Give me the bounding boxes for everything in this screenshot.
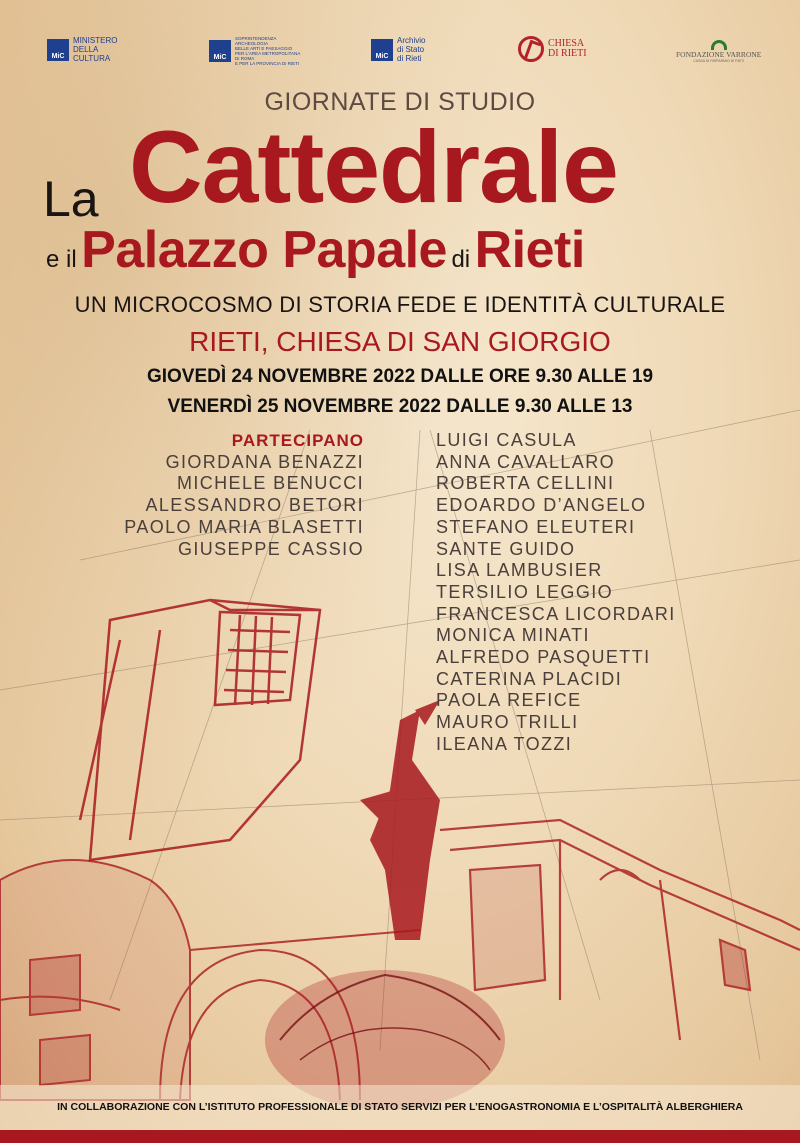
varrone-arch-icon: [711, 40, 727, 50]
participant-name: SANTE GUIDO: [436, 538, 576, 559]
title-e-il: e il: [46, 246, 77, 273]
archivio-label: Archivio di Stato di Rieti: [397, 36, 426, 63]
chiesa-di-rieti-logo: [518, 36, 587, 62]
participants-heading: PARTECIPANO: [231, 431, 364, 450]
participant-name: CATERINA PLACIDI: [436, 668, 623, 689]
participant-name: ROBERTA CELLINI: [436, 473, 615, 494]
event-location: RIETI, CHIESA DI SAN GIORGIO: [189, 326, 611, 357]
bottom-bar: [0, 1130, 800, 1143]
participant-name: MAURO TRILLI: [436, 712, 579, 733]
participant-name: STEFANO ELEUTERI: [436, 516, 636, 537]
event-kicker: GIORNATE DI STUDIO: [264, 88, 536, 116]
participant-name: ANNA CAVALLARO: [436, 451, 615, 472]
participant-name: TERSILIO LEGGIO: [436, 581, 614, 602]
participants-right-list: [436, 430, 676, 756]
collaboration-note: IN COLLABORAZIONE CON L’ISTITUTO PROFESSIONALE DI STATO SERVIZI PER L’ENOGASTRONOMIA E L’OSPITALITÀ ALBERGHIERA: [57, 1101, 743, 1113]
mic-logo-icon: MiC: [371, 39, 393, 61]
participant-name: FRANCESCA LICORDARI: [436, 603, 676, 624]
mic-logo-icon: MiC: [47, 39, 69, 61]
varrone-label: FONDAZIONE VARRONE: [676, 50, 762, 59]
archivio-logo: [371, 36, 425, 63]
chiesa-emblem-icon: [518, 36, 544, 62]
title-rieti: Rieti: [474, 221, 585, 279]
chiesa-label: CHIESA DI RIETI: [548, 38, 587, 59]
varrone-sublabel: CASSA DI RISPARMIO DI RIETI: [693, 59, 745, 63]
soprintendenza-logo: [209, 36, 305, 66]
event-date-2: VENERDÌ 25 NOVEMBRE 2022 DALLE 9.30 ALLE 13: [167, 396, 633, 417]
participant-name: PAOLA REFICE: [436, 690, 582, 711]
ministero-label: MINISTERO DELLA CULTURA: [73, 36, 118, 63]
subtitle: UN MICROCOSMO DI STORIA FEDE E IDENTITÀ CULTURALE: [74, 292, 726, 317]
title-article: La: [43, 171, 99, 227]
mic-logo-icon: MiC: [209, 40, 231, 62]
participant-name: LISA LAMBUSIER: [436, 560, 603, 581]
title-line-2: [46, 220, 585, 280]
participant-name: GIORDANA BENAZZI: [165, 451, 364, 472]
participants-left-column: [124, 430, 364, 560]
title-di: di: [451, 246, 471, 273]
logos-row: [0, 36, 800, 72]
participant-name: GIUSEPPE CASSIO: [177, 538, 364, 559]
participant-name: ILEANA TOZZI: [436, 733, 573, 754]
event-date-1: GIOVEDÌ 24 NOVEMBRE 2022 DALLE ORE 9.30 ALLE 19: [146, 366, 654, 387]
participant-name: ALFREDO PASQUETTI: [436, 647, 651, 668]
participant-name: MICHELE BENUCCI: [176, 473, 364, 494]
participant-name: PAOLO MARIA BLASETTI: [124, 516, 364, 537]
title-palazzo-papale: Palazzo Papale: [81, 221, 447, 279]
soprintendenza-label: SOPRINTENDENZA ARCHEOLOGIA BELLE ARTI E PAESAGGIO PER L'AREA METROPOLITANA DI ROMA E PER LA PROVINCIA DI RIETI: [235, 36, 301, 66]
fondazione-varrone-logo: [676, 40, 761, 63]
participant-name: EDOARDO D’ANGELO: [436, 495, 647, 516]
participants-right-column: [436, 430, 676, 756]
participant-name: MONICA MINATI: [436, 625, 590, 646]
title-cattedrale: Cattedrale: [129, 110, 618, 224]
ministero-logo: [47, 36, 117, 63]
participants-left-list: [124, 452, 364, 561]
participant-name: LUIGI CASULA: [436, 430, 577, 450]
participant-name: ALESSANDRO BETORI: [145, 495, 364, 516]
